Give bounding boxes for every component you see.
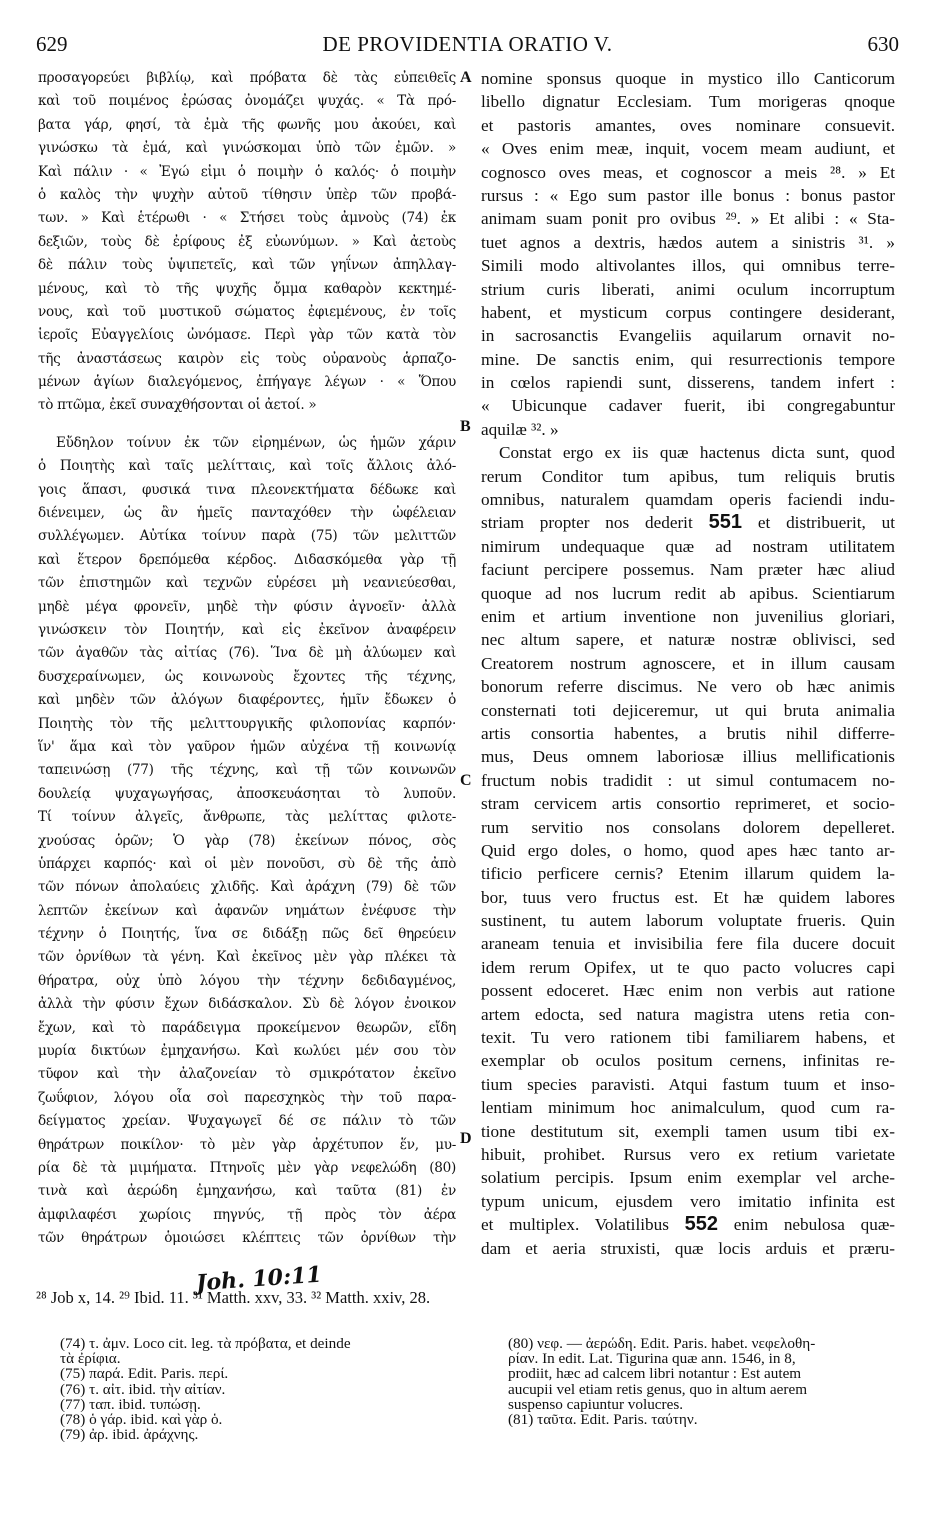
latin-line-552: et multiplex. Volatilibus 552 enim nebulosa quæ- xyxy=(481,1213,895,1236)
greek-line: νους, καὶ τοῦ μυστικοῦ σώματος ἐφιεμένους, ἐν τοῖς xyxy=(38,303,456,320)
greek-line: ὑπάρχει καρπός· καὶ οἱ μὲν πονοῦσι, σὺ δὲ τῆς ἀπὸ xyxy=(38,855,456,872)
latin-line: nomine sponsus quoque in mystico illo Canticorum xyxy=(481,69,895,88)
greek-line: δουλείᾳ ψυχαγωγήσας, ἀποσκευάσηται τὸ λυποῦν. xyxy=(38,785,456,802)
latin-line: tium species paravisti. Atqui fastum tuum et inso- xyxy=(481,1074,895,1094)
latin-line: Simili modo altivolantes illos, qui omnibus terre- xyxy=(481,256,895,276)
latin-line: mine. De sanctis enim, qui resurrectionis tempore xyxy=(481,349,895,369)
footnote-line: aucupii vel etiam retis genus, quo in altum aerem xyxy=(508,1381,808,1397)
greek-line: συλλέγωμεν. Αὐτίκα τοίνυν παρὰ (75) τῶν μελιττῶν xyxy=(38,528,456,545)
greek-line: ὁ καλὸς τὴν ψυχὴν αὐτοῦ τίθησιν ὑπὲρ τῶν προβά- xyxy=(38,186,456,203)
latin-line: rum servitio nos consolans dolorem depelleret. xyxy=(481,817,895,837)
latin-line: stram cervicem artis consortio reprimeret, et socio- xyxy=(481,794,895,814)
footnote-line: (78) ὁ γάρ. ibid. καὶ γὰρ ὁ. xyxy=(60,1411,223,1428)
greek-line: τέχνην ὁ Ποιητής, ἵνα σε διδάξῃ πῶς δεῖ θηρεύειν xyxy=(38,926,456,943)
latin-line: animam suam ponit pro ovibus ²⁹. » Et alibi : « Sta- xyxy=(481,209,895,229)
footnote-line: (81) ταῦτα. Edit. Paris. ταύτην. xyxy=(508,1411,698,1428)
greek-line: ταπεινώσῃ (77) τῆς τέχνης, καὶ τῇ τῶν κοινωνῶν xyxy=(38,762,456,779)
greek-line: δὲ πάλιν τοὺς ὑψιπετεῖς, καὶ τῶν γηΐνων ἀπηλλαγ- xyxy=(38,257,456,274)
greek-line: μένων ἁγίων διαλεγόμενος, ἐπήγαγε λέγων · « Ὅπου xyxy=(38,374,456,391)
greek-line: γοις ἅπασι, φυσικά τινα πλεονεκτήματα δέδωκε καὶ xyxy=(38,481,456,498)
latin-line: araneam tenuia et invisibilia fere fila ducere docuit xyxy=(481,934,895,954)
latin-line: texit. Tu vero rationem tibi familiarem habens, et xyxy=(481,1028,895,1048)
latin-line: enim et artium inventione non juvenilius gloriari, xyxy=(481,606,895,626)
scripture-references: ²⁸ Job x, 14. ²⁹ Ibid. 11. ³¹ Matth. xxv, 33. ³² Matth. xxiv, 28. xyxy=(36,1288,431,1307)
handwritten-annotation: Joh. 10:11 xyxy=(195,1261,323,1297)
latin-line: artem edocta, sed natura magistra utens retia con- xyxy=(481,1004,895,1024)
greek-paragraph-2 xyxy=(38,432,456,1251)
latin-line: tuet agnos a dextris, hædos autem a sinistris ³¹. » xyxy=(481,232,895,252)
greek-line: τῶν πόνων ἀπολαύεις χλιδῆς. Καὶ ἀράχνη (79) δὲ τῶν xyxy=(38,879,456,896)
greek-line: καὶ ἕτερον δρεπόμεθα κέρδος. Διδασκόμεθα γὰρ τῇ xyxy=(38,551,456,568)
footnote-line: prodiit, hæc ad calcem libri notantur : Est autem xyxy=(508,1366,802,1382)
greek-line: δυσχεραίνωμεν, ὡς κοινωνοὺς ἔχοντες τῆς τέχνης, xyxy=(38,668,456,685)
footnote-line: (74) τ. ἀμν. Loco cit. leg. τὰ πρόβατα, et deinde xyxy=(60,1336,351,1352)
greek-line: μηδὲ μέγα φρονεῖν, μηδὲ τὴν φύσιν ἀγνοεῖν· ἀλλὰ xyxy=(38,598,456,615)
latin-line: in sacrosanctis Evangeliis aquilarum ornavit no- xyxy=(481,326,895,346)
footnote-line: (79) ἀρ. ibid. ἀράχνης. xyxy=(60,1427,199,1443)
latin-paragraph-1 xyxy=(481,67,895,441)
greek-line: θήρατρα, οὐχ ὑπὸ λόγου τὴν τέχνην δεδιδαγμένος, xyxy=(38,972,456,989)
greek-line: ἀλλὰ τὴν φύσιν ἔχων διδάσκαλον. Σὺ δὲ λόγον ἐνοικον xyxy=(38,996,456,1013)
greek-paragraph-1 xyxy=(38,67,456,418)
greek-line: των. » Καὶ ἑτέρωθι · « Στήσει τοὺς ἀμνοὺς (74) ἐκ xyxy=(38,210,456,227)
greek-line: καὶ τοῦ ποιμένος ἐρώσας ὀνομάζει ψυχάς. « Τὰ πρό- xyxy=(38,93,456,110)
section-marker-d: D xyxy=(460,1130,472,1147)
latin-paragraph-2-body xyxy=(481,535,895,1213)
latin-line: quoque ad nos lucrum redit ab apibus. Scientiarum xyxy=(481,583,895,603)
latin-line: strium curis liberati, animi oculum incorruptum xyxy=(481,279,895,299)
latin-line: habent, et mysticum corpus contingere desiderant, xyxy=(481,302,895,322)
footnote-line: (80) νεφ. — ἀερώδη. Edit. Paris. habet. νεφελοθη- xyxy=(508,1336,816,1352)
greek-line: τῶν ἐπιστημῶν καὶ τεχνῶν εὑρέσει μὴ νεανιεύεσθαι, xyxy=(38,575,456,592)
footnote-line: (77) ταπ. ibid. τυπώσῃ. xyxy=(60,1396,201,1412)
latin-line: omnibus, naturalem quamdam operis faciendi indu- xyxy=(481,490,895,510)
latin-line: aquilæ ³². » xyxy=(481,419,559,439)
page-number-right: 630 xyxy=(867,32,899,56)
latin-paragraph-2-start xyxy=(481,441,895,511)
greek-line: δεξιῶν, τοὺς δὲ ἐρίφους ἐξ εὐωνύμων. » Καὶ ἀετοὺς xyxy=(38,233,456,250)
latin-line: typum unicum, ejusdem vero imitatio infinita est xyxy=(481,1191,895,1211)
latin-line: mus, Deus omnem laboriosæ illius mellificationis xyxy=(481,747,895,767)
greek-line: μυρία δικτύων ἐμηχανήσω. Καὶ κωλύει μέν σου τὸν xyxy=(38,1043,456,1060)
latin-line: consternati toti dejiceremur, ut qui bruta animalia xyxy=(481,700,895,720)
greek-line: ἱεροῖς Εὐαγγελίοις ὠνόμασε. Περὶ γὰρ τῶν κατὰ τὸν xyxy=(38,327,456,344)
latin-line: exemplar ob oculos positum cernens, infinitas re- xyxy=(481,1051,895,1071)
footnote-line: (76) τ. αἰτ. ibid. τὴν αἰτίαν. xyxy=(60,1381,226,1397)
footnote-line: τὰ ἐρίφια. xyxy=(60,1351,121,1367)
greek-line: θηράτρων ποικίλον· τὸ μὲν γὰρ ἀρχέτυπον ἕν, μυ- xyxy=(38,1136,456,1153)
running-title: DE PROVIDENTIA ORATIO V. xyxy=(322,32,613,56)
greek-line: τινὰ καὶ ἀερώδη ἐμηχανήσω, καὶ ταῦτα (81) ἐν xyxy=(38,1183,456,1200)
greek-line: τῦφον καὶ τὴν ἀλαζονείαν τὸ σμικρότατον ἐκεῖνο xyxy=(38,1066,456,1083)
greek-line: τῆς ἀναστάσεως καιρὸν εἰς τοὺς οὐρανοὺς ἁρπαζο- xyxy=(38,350,456,367)
section-marker-c: C xyxy=(460,772,472,789)
paragraph-gap xyxy=(38,418,456,432)
latin-line: hibuit, prohibet. Rursus vero ex retium varietate xyxy=(481,1144,895,1164)
footnote-line: ρίαν. In edit. Lat. Tigurina quæ ann. 1546, in 8, xyxy=(508,1351,796,1367)
latin-line: Creatorem nostrum agnoscere, et in illum causam xyxy=(481,653,895,673)
greek-line: δείγματος χρείαν. Ψυχαγωγεῖ δέ σε πάλιν τὸ τῶν xyxy=(38,1113,456,1130)
latin-line: nec altum sapere, et naturæ nostræ oblivisci, sed xyxy=(481,630,895,650)
latin-line-551: striam propter nos dederit 551 et distribuerit, ut xyxy=(481,511,895,534)
latin-line: tione destitutum sit, exempli tamen usum tibi ex- xyxy=(481,1121,895,1141)
footnote-line: (75) παρά. Edit. Paris. περί. xyxy=(60,1366,229,1382)
greek-line: Εὔδηλον τοίνυν ἐκ τῶν εἰρημένων, ὡς ἡμῶν χάριν xyxy=(56,434,456,451)
greek-line: ρία δὲ τὰ μιμήματα. Πτηνοῖς μὲν γὰρ νεφελώδη (80) xyxy=(38,1159,456,1176)
greek-line: ἵν' ἅμα καὶ τὸν γαῦρον ἡμῶν αὐχένα τῇ κοινωνίᾳ xyxy=(38,738,456,755)
latin-line: cognosco oves meas, et cognoscor a meis ²⁸. » Et xyxy=(481,162,895,182)
latin-line: tificio perficere cernis? Etenim illarum quidem la- xyxy=(481,864,895,884)
column-number-552: 552 xyxy=(684,1213,718,1236)
footnotes-left xyxy=(60,1336,470,1442)
latin-line: et pastoris amantes, oves nominare consuevit. xyxy=(481,115,895,135)
greek-line: ἔχων, καὶ τὸ παράδειγμα προκείμενον θεωρῶν, εἴδη xyxy=(38,1019,456,1036)
latin-line: Quid ergo doles, o homo, quod apes hæc tanto ar- xyxy=(481,840,895,860)
greek-line: τῶν ἀγαθῶν τὰς αἰτίας (76). Ἵνα δὲ μὴ ἀλύωμεν καὶ xyxy=(38,645,456,662)
greek-line: Ποιητὴς τὸν τῆς μελιττουργικῆς φιλοπονίας καρπόν· xyxy=(38,715,456,732)
latin-last-line: dam et aeria struxisti, quæ locis arduis et præru- xyxy=(481,1238,895,1258)
latin-line: in cœlos rapiendi sunt, disserens, tandem infert : xyxy=(481,373,895,393)
running-header xyxy=(36,32,899,58)
greek-line: προσαγορεύει βιβλίῳ, καὶ πρόβατα δὲ τὰς εὐπειθεῖς xyxy=(38,70,456,86)
latin-line: artis consortia habentes, a brutis nihil differre- xyxy=(481,723,895,743)
latin-line: possent edoceret. Hæc enim non verbis aut ratione xyxy=(481,981,895,1001)
greek-line: μένους, καὶ τὸ τῆς ψυχῆς ὄμμα καθαρὸν κεκτημέ- xyxy=(38,280,456,297)
latin-line: rerum Conditor tum apibus, tum reliquis brutis xyxy=(481,466,895,486)
greek-line: γινώσκειν τὸν Ποιητήν, καὶ εἰς ἐκεῖνον ἀναφέρειν xyxy=(38,621,456,638)
section-marker-b: B xyxy=(460,418,471,435)
latin-column xyxy=(481,67,895,1260)
greek-line: γινώσκω τὰ ἐμά, καὶ γινώσκομαι ὑπὸ τῶν ἐμῶν. » xyxy=(38,140,456,157)
footnote-line: suspenso capiuntur volucres. xyxy=(508,1396,684,1412)
greek-column xyxy=(38,67,456,1251)
greek-line: τῶν θηράτρων ὁμοιώσει κλέπτεις τῶν ὀρνίθων τὴν xyxy=(38,1230,456,1247)
latin-line: solatium percipis. Ipsum enim exemplar vel arche- xyxy=(481,1168,895,1188)
latin-line: « Oves enim meæ, inquit, vocem meam audiunt, et xyxy=(481,139,895,159)
latin-line: « Ubicunque cadaver fuerit, ibi congregabuntur xyxy=(481,396,895,416)
greek-line: διένειμεν, ὡς ἂν ἡμεῖς πανταχόθεν τὴν ὠφέλειαν xyxy=(38,505,456,522)
greek-line: λεπτῶν ἐκείνων καὶ ἀφανῶν νημάτων ἐνέφυσε τὴν xyxy=(38,902,456,919)
section-marker-a: A xyxy=(460,69,472,86)
greek-line: καὶ μηδὲν τῶν ἀλόγων διαφέροντες, ἡμῖν ἔδωκεν ὁ xyxy=(38,692,456,709)
greek-line: ἀμφιλαφέσι χωρίοις πηγνύς, τῇ πρὸς τὸν ἀέρα xyxy=(38,1206,456,1223)
latin-line: bor, tuus vero fructus est. Et hæ quidem labores xyxy=(481,887,895,907)
latin-line: bonorum referre discimus. Ne vero ob hæc animis xyxy=(481,677,895,697)
greek-line: Τί τοίνυν ἀλγεῖς, ἄνθρωπε, τὰς μελίττας φιλοτε- xyxy=(38,809,456,826)
latin-line: sustinent, tu autem laborum voluptate frueris. Quin xyxy=(481,911,895,931)
greek-line: τὸ πτῶμα, ἐκεῖ συναχθήσονται οἱ ἀετοί. » xyxy=(38,397,317,414)
greek-line: Καὶ πάλιν · « Ἐγώ εἰμι ὁ ποιμὴν ὁ καλός· ὁ ποιμὴν xyxy=(38,163,456,180)
greek-line: ὁ Ποιητὴς καὶ ταῖς μελίτταις, καὶ τοῖς ἄλλοις ἀλό- xyxy=(38,458,456,475)
latin-line: rursus : « Ego sum pastor ille bonus : bonus pastor xyxy=(481,185,895,205)
footnotes-right xyxy=(508,1336,900,1427)
latin-line: idem rerum Opifex, ut te quo pacto volucres capi xyxy=(481,957,895,977)
latin-line: Constat ergo ex iis quæ hactenus dicta sunt, quod xyxy=(499,443,895,463)
latin-line: libello dignatur Ecclesiam. Tum morigeras qnoque xyxy=(481,92,895,112)
latin-line: lentiam minimum hoc animalculum, quod cum ra- xyxy=(481,1098,895,1118)
column-number-551: 551 xyxy=(708,511,742,534)
latin-line: fructum nobis tradidit : ut simul contumacem no- xyxy=(481,770,895,790)
greek-line: χνούσας ὁρῶν; Ὁ γὰρ (78) ἐκείνων πόνος, σὸς xyxy=(38,832,456,849)
greek-line: βατα γάρ, φησί, τὰ ἐμὰ τῆς φωνῆς μου ἀκούει, καὶ xyxy=(38,116,456,133)
latin-line: nimirum undequaque quæ ad nostram utilitatem xyxy=(481,536,895,556)
greek-line: ζωΰφιον, λόγου οἷα σοὶ παρεσχηκὸς τὴν τοῦ παρα- xyxy=(38,1089,456,1106)
page-number-left: 629 xyxy=(36,32,68,56)
latin-line: faciunt percipere possemus. Nam præter hæc aliud xyxy=(481,560,895,580)
greek-line: τῶν ὀρνίθων τὰ γένη. Καὶ ἐκεῖνος μὲν γὰρ πλέκει τὰ xyxy=(38,949,456,966)
